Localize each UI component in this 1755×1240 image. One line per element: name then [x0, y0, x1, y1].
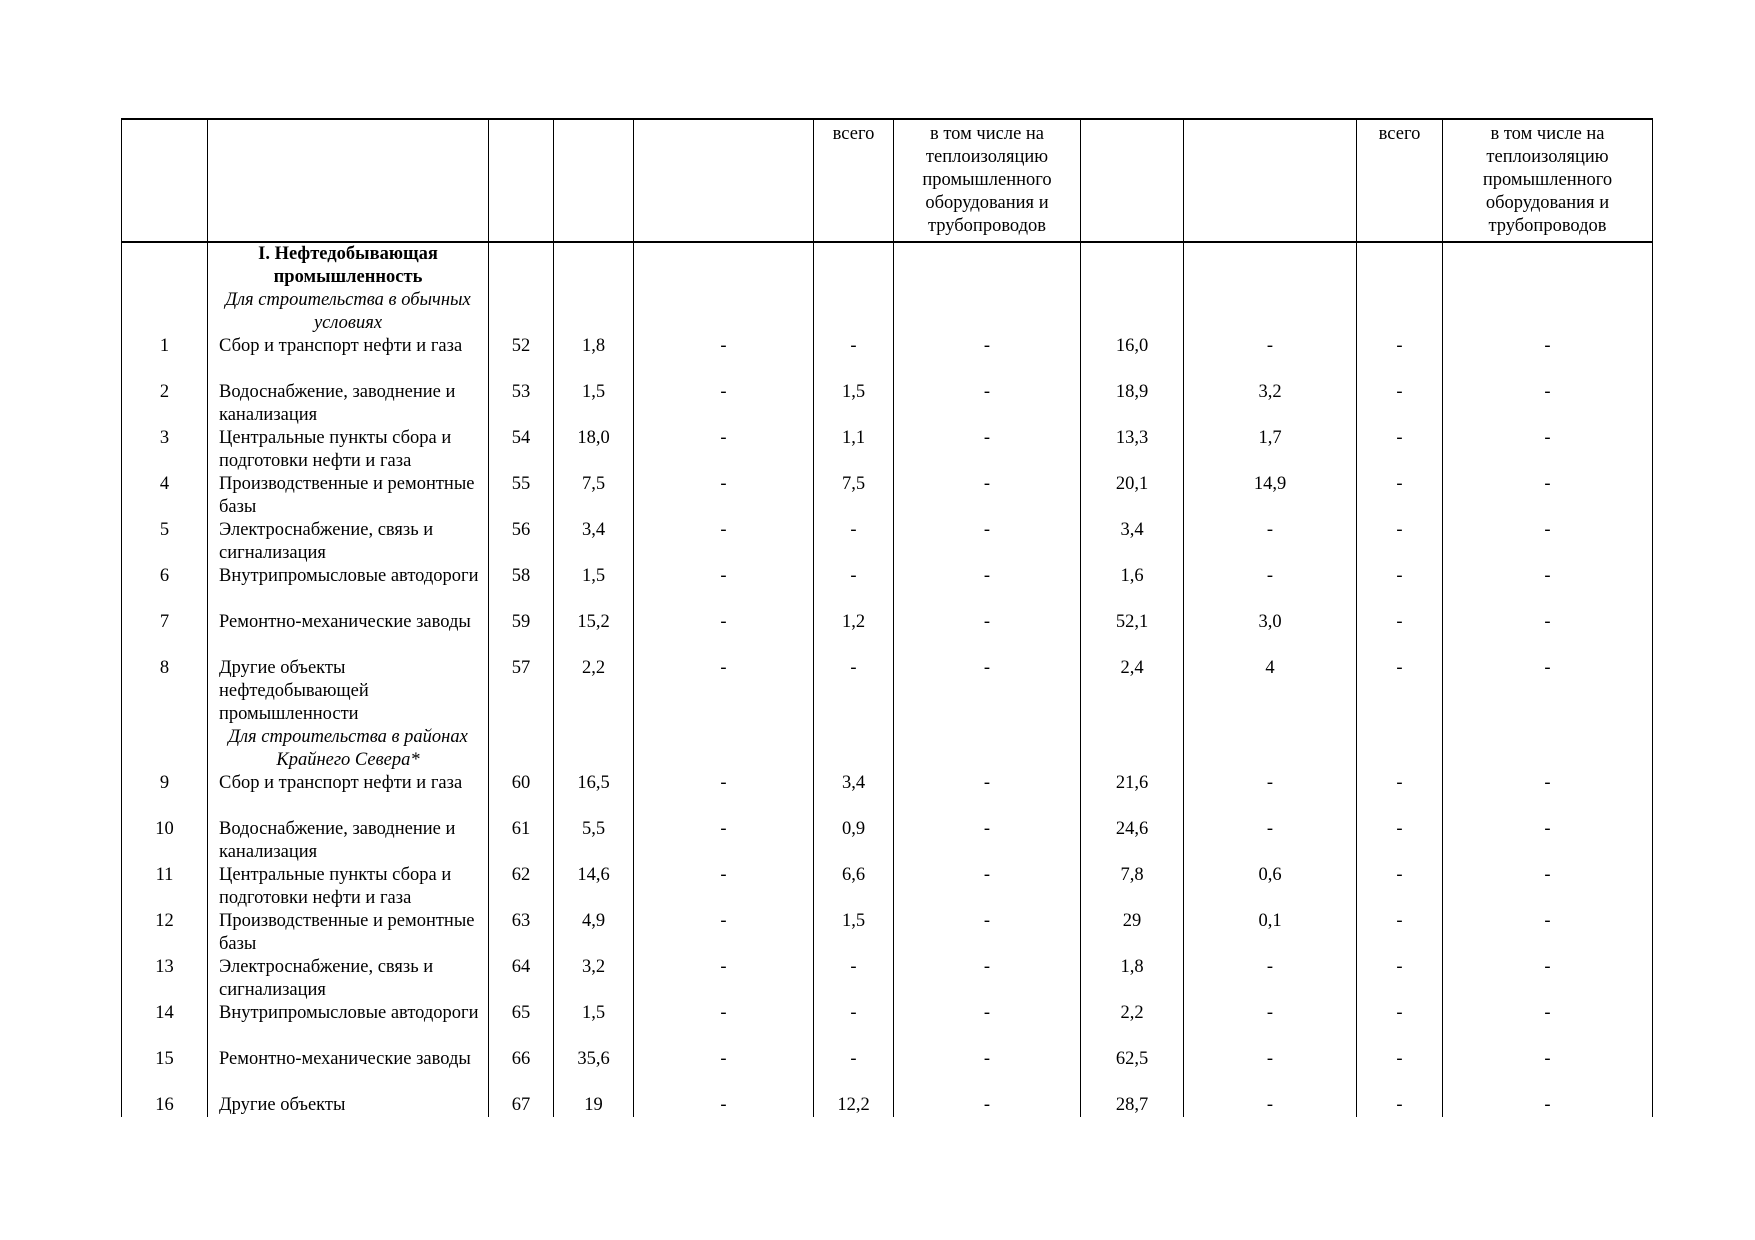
row-value: -	[1357, 864, 1443, 910]
table-row	[122, 818, 1653, 864]
row-number: 13	[122, 956, 208, 1002]
row-value: -	[634, 611, 814, 657]
row-code: 54	[489, 427, 554, 473]
row-value: 1,5	[554, 1002, 634, 1048]
row-value: -	[894, 864, 1081, 910]
row-name: Водоснабжение, заводнение и канализация	[208, 818, 489, 864]
row-value: 18,0	[554, 427, 634, 473]
header-total-1: всего	[814, 119, 894, 242]
row-value: -	[1443, 956, 1653, 1002]
row-code: 59	[489, 611, 554, 657]
row-name: Внутрипромысловые автодороги	[208, 565, 489, 611]
row-value: 4,9	[554, 910, 634, 956]
row-value: -	[894, 611, 1081, 657]
row-number: 16	[122, 1094, 208, 1117]
row-value: 1,6	[1081, 565, 1184, 611]
row-value: 3,2	[1184, 381, 1357, 427]
subsection-row	[122, 289, 1653, 335]
row-value: 1,5	[554, 381, 634, 427]
row-value: -	[1184, 772, 1357, 818]
row-value: -	[814, 1048, 894, 1094]
row-value: 0,9	[814, 818, 894, 864]
row-value: -	[1357, 910, 1443, 956]
row-value: 12,2	[814, 1094, 894, 1117]
row-value: -	[814, 335, 894, 381]
row-value: 29	[1081, 910, 1184, 956]
row-value: 14,6	[554, 864, 634, 910]
table-row	[122, 1002, 1653, 1048]
row-number: 10	[122, 818, 208, 864]
header-insulation-1: в том числе на теплоизоляцию промышленного оборудования и трубопроводов	[894, 119, 1081, 242]
row-value: 1,8	[554, 335, 634, 381]
row-value: 0,1	[1184, 910, 1357, 956]
row-code: 65	[489, 1002, 554, 1048]
row-value: -	[1184, 1048, 1357, 1094]
row-value: -	[1357, 772, 1443, 818]
row-value: 3,4	[554, 519, 634, 565]
data-table	[121, 118, 1653, 1117]
row-name: Производственные и ремонтные базы	[208, 473, 489, 519]
row-value: -	[634, 772, 814, 818]
row-code: 67	[489, 1094, 554, 1117]
row-name: Другие объекты	[208, 1094, 489, 1117]
row-value: 18,9	[1081, 381, 1184, 427]
row-value: -	[1443, 381, 1653, 427]
row-value: -	[1443, 864, 1653, 910]
row-number: 1	[122, 335, 208, 381]
table-row	[122, 910, 1653, 956]
row-value: -	[634, 818, 814, 864]
row-value: 2,2	[554, 657, 634, 726]
row-value: -	[1443, 772, 1653, 818]
row-value: -	[634, 335, 814, 381]
row-code: 56	[489, 519, 554, 565]
row-value: 52,1	[1081, 611, 1184, 657]
row-value: -	[1357, 519, 1443, 565]
table-row	[122, 1048, 1653, 1094]
row-value: 7,5	[814, 473, 894, 519]
table-row	[122, 427, 1653, 473]
row-value: 35,6	[554, 1048, 634, 1094]
table-row	[122, 381, 1653, 427]
row-code: 57	[489, 657, 554, 726]
row-value: 1,1	[814, 427, 894, 473]
row-value: 7,8	[1081, 864, 1184, 910]
row-value: -	[634, 565, 814, 611]
row-code: 63	[489, 910, 554, 956]
row-value: -	[1357, 1094, 1443, 1117]
row-value: -	[1184, 956, 1357, 1002]
row-value: -	[634, 381, 814, 427]
row-number: 11	[122, 864, 208, 910]
row-value: -	[894, 657, 1081, 726]
row-name: Производственные и ремонтные базы	[208, 910, 489, 956]
row-code: 61	[489, 818, 554, 864]
row-number: 15	[122, 1048, 208, 1094]
row-name: Внутрипромысловые автодороги	[208, 1002, 489, 1048]
table-row	[122, 565, 1653, 611]
row-value: 2,2	[1081, 1002, 1184, 1048]
row-value: 1,5	[814, 910, 894, 956]
row-value: -	[1443, 611, 1653, 657]
row-value: -	[1184, 519, 1357, 565]
row-value: 0,6	[1184, 864, 1357, 910]
row-value: -	[894, 565, 1081, 611]
subsection-title: Для строительства в районах Крайнего Севера*	[208, 726, 489, 772]
header-insulation-2: в том числе на теплоизоляцию промышленного оборудования и трубопроводов	[1443, 119, 1653, 242]
row-number: 9	[122, 772, 208, 818]
row-value: -	[1357, 1002, 1443, 1048]
row-value: -	[634, 1094, 814, 1117]
row-number: 12	[122, 910, 208, 956]
row-value: -	[1184, 1002, 1357, 1048]
row-value: 3,0	[1184, 611, 1357, 657]
row-code: 52	[489, 335, 554, 381]
row-name: Другие объекты нефтедобывающей промышленности	[208, 657, 489, 726]
row-value: 7,5	[554, 473, 634, 519]
row-value: -	[894, 1002, 1081, 1048]
row-code: 58	[489, 565, 554, 611]
row-value: 3,4	[814, 772, 894, 818]
row-value: -	[894, 956, 1081, 1002]
row-value: -	[814, 657, 894, 726]
row-value: -	[814, 1002, 894, 1048]
row-value: 20,1	[1081, 473, 1184, 519]
row-name: Сбор и транспорт нефти и газа	[208, 772, 489, 818]
row-value: -	[1443, 1094, 1653, 1117]
row-name: Электроснабжение, связь и сигнализация	[208, 519, 489, 565]
row-name: Центральные пункты сбора и подготовки нефти и газа	[208, 864, 489, 910]
section-row	[122, 242, 1653, 289]
row-code: 64	[489, 956, 554, 1002]
row-value: -	[1443, 1048, 1653, 1094]
row-value: -	[1184, 1094, 1357, 1117]
row-value: 3,2	[554, 956, 634, 1002]
row-number: 4	[122, 473, 208, 519]
section-title: I. Нефтедобывающая промышленность	[208, 242, 489, 289]
row-value: -	[1184, 335, 1357, 381]
row-value: -	[894, 772, 1081, 818]
row-value: 6,6	[814, 864, 894, 910]
row-value: -	[1357, 657, 1443, 726]
row-value: -	[894, 381, 1081, 427]
row-value: 13,3	[1081, 427, 1184, 473]
row-value: 24,6	[1081, 818, 1184, 864]
row-number: 14	[122, 1002, 208, 1048]
row-value: -	[1357, 565, 1443, 611]
row-value: -	[1443, 335, 1653, 381]
row-value: -	[894, 910, 1081, 956]
table-row	[122, 473, 1653, 519]
row-value: -	[1443, 910, 1653, 956]
row-value: -	[1357, 335, 1443, 381]
row-value: 16,5	[554, 772, 634, 818]
row-value: -	[1443, 565, 1653, 611]
row-value: -	[634, 956, 814, 1002]
row-code: 55	[489, 473, 554, 519]
row-value: 14,9	[1184, 473, 1357, 519]
row-number: 8	[122, 657, 208, 726]
row-value: -	[1357, 427, 1443, 473]
row-value: -	[634, 1048, 814, 1094]
row-name: Водоснабжение, заводнение и канализация	[208, 381, 489, 427]
row-value: -	[1357, 473, 1443, 519]
subsection-row	[122, 726, 1653, 772]
table-row	[122, 864, 1653, 910]
row-name: Ремонтно-механические заводы	[208, 1048, 489, 1094]
header-total-2: всего	[1357, 119, 1443, 242]
row-value: -	[1443, 818, 1653, 864]
row-name: Электроснабжение, связь и сигнализация	[208, 956, 489, 1002]
row-value: -	[1357, 818, 1443, 864]
table-row	[122, 611, 1653, 657]
row-value: -	[894, 519, 1081, 565]
row-value: -	[1357, 611, 1443, 657]
row-value: -	[634, 864, 814, 910]
row-code: 53	[489, 381, 554, 427]
row-number: 7	[122, 611, 208, 657]
row-value: -	[1357, 956, 1443, 1002]
row-name: Сбор и транспорт нефти и газа	[208, 335, 489, 381]
row-value: 19	[554, 1094, 634, 1117]
row-value: 4	[1184, 657, 1357, 726]
table-row	[122, 657, 1653, 726]
row-value: -	[634, 473, 814, 519]
row-value: 5,5	[554, 818, 634, 864]
row-number: 5	[122, 519, 208, 565]
row-value: -	[894, 335, 1081, 381]
row-value: -	[814, 565, 894, 611]
row-value: -	[1443, 473, 1653, 519]
row-value: -	[894, 1094, 1081, 1117]
row-number: 6	[122, 565, 208, 611]
row-code: 62	[489, 864, 554, 910]
row-value: -	[894, 818, 1081, 864]
row-value: -	[1443, 427, 1653, 473]
row-value: -	[634, 1002, 814, 1048]
table-row	[122, 1094, 1653, 1117]
row-value: 28,7	[1081, 1094, 1184, 1117]
row-value: -	[634, 657, 814, 726]
row-name: Центральные пункты сбора и подготовки нефти и газа	[208, 427, 489, 473]
row-value: 1,5	[554, 565, 634, 611]
row-value: -	[814, 519, 894, 565]
row-number: 3	[122, 427, 208, 473]
table-row	[122, 772, 1653, 818]
row-value: 3,4	[1081, 519, 1184, 565]
row-value: 16,0	[1081, 335, 1184, 381]
row-value: 1,8	[1081, 956, 1184, 1002]
row-value: -	[1184, 818, 1357, 864]
row-value: -	[894, 427, 1081, 473]
row-value: 62,5	[1081, 1048, 1184, 1094]
row-value: -	[634, 519, 814, 565]
row-value: 1,2	[814, 611, 894, 657]
header-row	[122, 119, 1653, 242]
row-code: 66	[489, 1048, 554, 1094]
table-row	[122, 956, 1653, 1002]
row-value: 1,7	[1184, 427, 1357, 473]
row-value: 1,5	[814, 381, 894, 427]
row-number: 2	[122, 381, 208, 427]
row-value: 21,6	[1081, 772, 1184, 818]
row-value: -	[1357, 1048, 1443, 1094]
row-value: -	[634, 427, 814, 473]
row-value: -	[1357, 381, 1443, 427]
subsection-title: Для строительства в обычных условиях	[208, 289, 489, 335]
row-value: -	[1443, 519, 1653, 565]
row-name: Ремонтно-механические заводы	[208, 611, 489, 657]
row-value: 2,4	[1081, 657, 1184, 726]
row-value: -	[1443, 657, 1653, 726]
row-value: -	[814, 956, 894, 1002]
row-value: -	[894, 1048, 1081, 1094]
row-value: -	[1184, 565, 1357, 611]
row-value: -	[634, 910, 814, 956]
row-value: -	[894, 473, 1081, 519]
table-row	[122, 335, 1653, 381]
row-value: -	[1443, 1002, 1653, 1048]
row-code: 60	[489, 772, 554, 818]
table-row	[122, 519, 1653, 565]
row-value: 15,2	[554, 611, 634, 657]
